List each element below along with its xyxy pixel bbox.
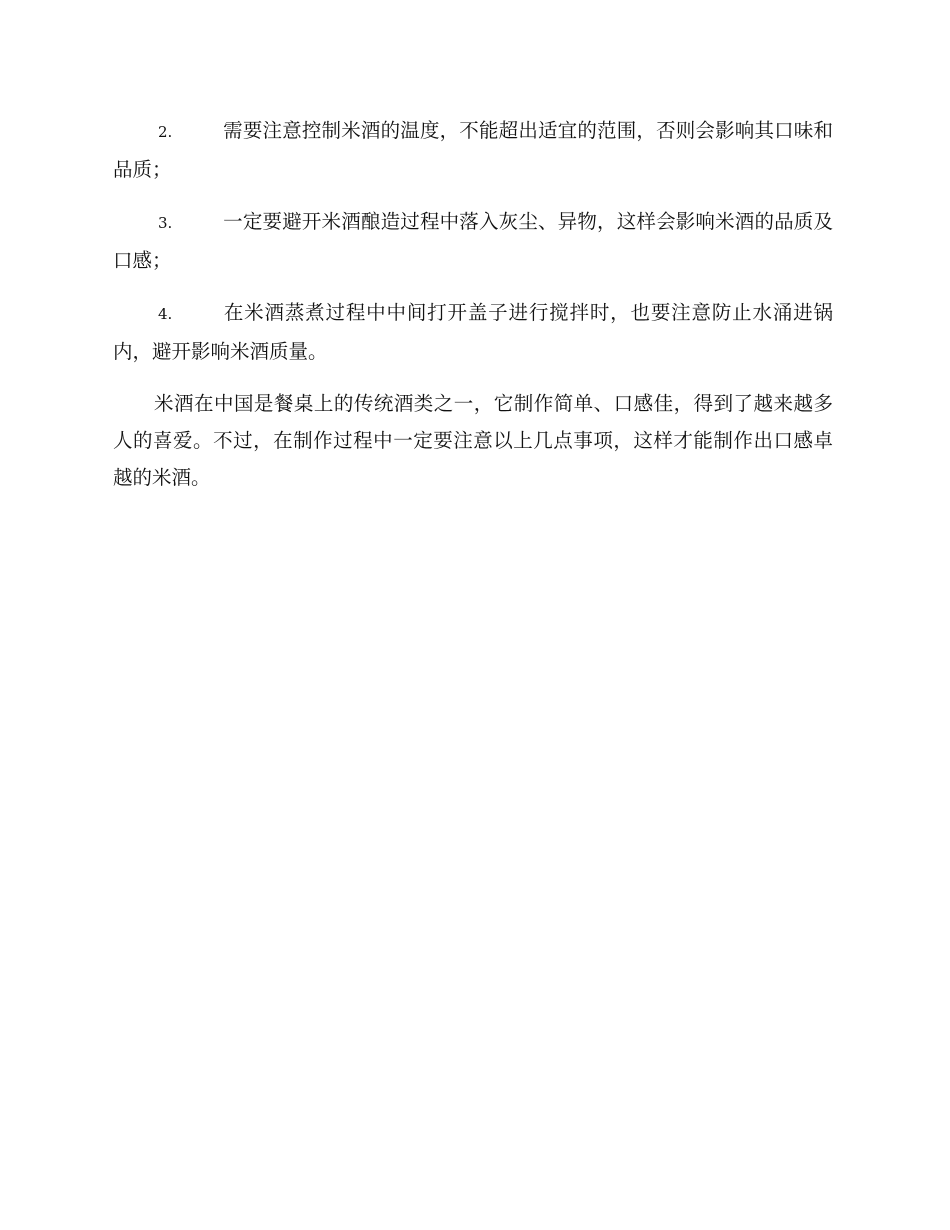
list-number: 3.: [158, 214, 173, 232]
list-item-text: 在米酒蒸煮过程中中间打开盖子进行搅拌时，也要注意防止水涌进锅内，避开影响米酒质量。: [113, 301, 833, 363]
list-item-3: [113, 203, 833, 279]
list-item-text: 需要注意控制米酒的温度，不能超出适宜的范围，否则会影响其口味和品质；: [113, 119, 833, 181]
list-item-2: [113, 112, 833, 188]
list-number: 4.: [158, 305, 173, 323]
list-number: 2.: [158, 123, 173, 141]
document-body: [113, 112, 833, 496]
list-item-4: [113, 294, 833, 370]
list-item-text: 一定要避开米酒酿造过程中落入灰尘、异物，这样会影响米酒的品质及口感；: [113, 210, 833, 272]
conclusion-paragraph: 米酒在中国是餐桌上的传统酒类之一，它制作简单、口感佳，得到了越来越多人的喜爱。不过，在制作过程中一定要注意以上几点事项，这样才能制作出口感卓越的米酒。: [113, 392, 833, 489]
